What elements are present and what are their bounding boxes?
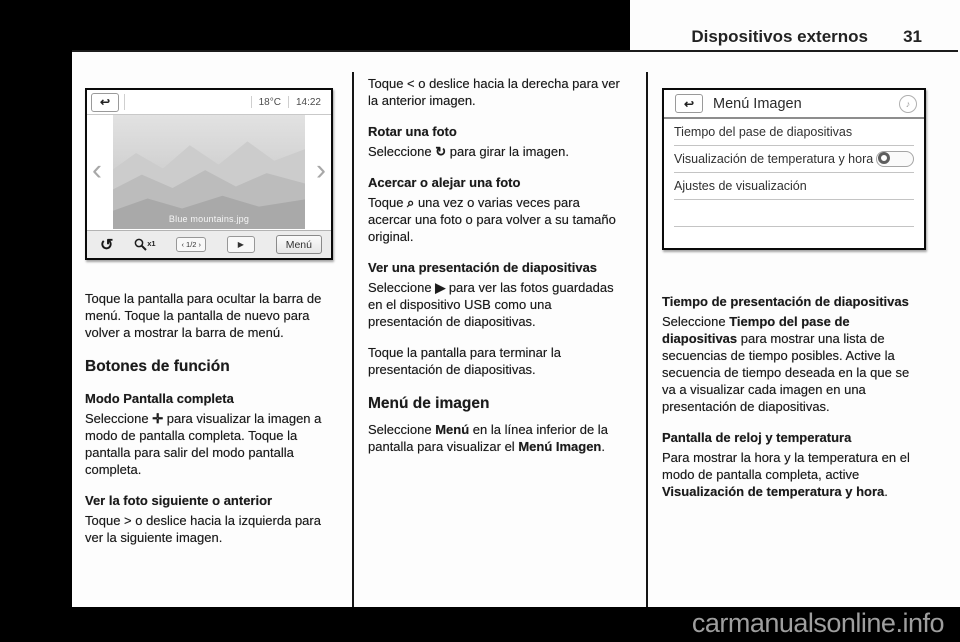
paragraph-image-menu [368, 421, 620, 455]
photo-caption: Blue mountains.jpg [168, 214, 250, 224]
clock-time: 14:22 [295, 96, 321, 108]
photo-viewer-screenshot [85, 88, 333, 260]
temperature-toggle [876, 151, 914, 167]
text-segment: para girar la imagen. [446, 144, 569, 159]
column-divider-2 [646, 72, 648, 607]
back-button [91, 93, 119, 112]
music-note-icon: ♪ [899, 95, 917, 113]
section-heading-function-buttons: Botones de función [85, 358, 230, 375]
sub-heading-clock-temperature: Pantalla de reloj y temperatura [662, 430, 852, 445]
rotate-glyph-icon: ↻ [435, 144, 447, 159]
watermark: carmanualsonline.info [691, 608, 944, 638]
menu-item-empty [674, 200, 914, 227]
magnifier-glyph-icon: ⌕ [407, 195, 415, 210]
photo-area [87, 115, 331, 231]
menu-label-ref: Menú [435, 422, 470, 437]
page-number: 31 [903, 27, 922, 46]
next-chevron-icon: › [316, 153, 326, 187]
paragraph-slideshow [368, 279, 620, 330]
previous-chevron-icon: ‹ [92, 153, 102, 187]
image-menu-screenshot [662, 88, 926, 250]
temperature-display-label-ref: Visualización de temperatura y hora [662, 484, 885, 499]
image-menu-title: Menú Imagen [713, 95, 802, 112]
photo-image [113, 115, 305, 229]
column-3-text [662, 293, 926, 500]
paragraph-zoom [368, 194, 620, 245]
photo-viewer-topbar [87, 90, 331, 115]
text-segment: Para mostrar la hora y la temperatura en el modo de pantalla completa, active [662, 450, 910, 482]
text-segment: . [601, 439, 606, 454]
menu-button: Menú [276, 235, 322, 254]
zoom-level: x1 [147, 239, 156, 248]
column-divider-1 [352, 72, 354, 607]
text-segment: Seleccione [368, 280, 436, 295]
menu-item-empty [674, 227, 914, 253]
slideshow-play-icon: ▶ [227, 236, 255, 253]
paragraph-next-photo: Toque > o deslice hacia la izquierda para ver la siguiente imagen. [85, 513, 321, 545]
image-counter: ‹ 1/2 › [176, 237, 206, 252]
text-segment: una vez o varias veces para acercar una foto o para volver a su tamaño original. [368, 195, 616, 244]
column-2 [368, 75, 620, 469]
fullscreen-icon: ✛ [152, 411, 164, 426]
image-menu-header [664, 90, 924, 119]
back-icon: ↩ [683, 96, 695, 111]
sub-heading-fullscreen: Modo Pantalla completa [85, 391, 234, 406]
zoom-control [134, 238, 155, 251]
slideshow-glyph-icon: ▶ [435, 280, 446, 295]
slideshow-time-label-ref: Tiempo del pase de diapositivas [662, 314, 850, 346]
section-heading-image-menu: Menú de imagen [368, 395, 490, 412]
text-segment: en la línea inferior de la pantalla para visualizar el [368, 422, 608, 454]
sub-heading-slideshow-time: Tiempo de presentación de diapositivas [662, 294, 909, 309]
text-segment: . [884, 484, 888, 499]
sub-heading-slideshow: Ver una presentación de diapositivas [368, 260, 598, 275]
text-segment: Toque [368, 195, 408, 210]
sub-heading-zoom: Acercar o alejar una foto [368, 175, 521, 190]
paragraph-clock-temperature [662, 449, 926, 500]
menu-item-slideshow-time [674, 119, 914, 146]
paragraph-slideshow-end: Toque la pantalla para terminar la presentación de diapositivas. [368, 345, 561, 377]
column-3 [662, 88, 926, 514]
column-1 [85, 88, 333, 560]
menu-item-display-settings [674, 173, 914, 200]
magnifier-icon [134, 238, 147, 251]
rotate-icon: ↺ [100, 236, 114, 254]
paragraph-fullscreen [85, 410, 333, 478]
page-header-title: Dispositivos externos [691, 27, 868, 46]
status-area [244, 96, 331, 108]
sub-heading-rotate: Rotar una foto [368, 124, 457, 139]
text-segment: Seleccione [85, 411, 153, 426]
menu-item-temperature-display [674, 146, 914, 173]
menu-item-label: Tiempo del pase de diapositivas [674, 125, 853, 139]
image-menu-label-ref: Menú Imagen [518, 439, 602, 454]
text-segment: Seleccione [662, 314, 730, 329]
paragraph-hide-menubar: Toque la pantalla para ocultar la barra de menú. Toque la pantalla de nuevo para volver a mostrar la barra de menú. [85, 291, 322, 340]
text-segment: para visualizar la imagen a modo de pantalla completa. Toque la pantalla para salir del modo pantalla completa. [85, 411, 322, 477]
back-icon: ↩ [99, 95, 111, 109]
topbar-separator [124, 94, 125, 110]
scan-shadow [72, 0, 630, 50]
menu-item-label: Ajustes de visualización [674, 179, 807, 193]
paragraph-previous-photo: Toque < o deslice hacia la derecha para ver la anterior imagen. [368, 76, 620, 108]
sub-heading-next-photo: Ver la foto siguiente o anterior [85, 493, 273, 508]
paragraph-slideshow-time [662, 313, 926, 415]
paragraph-rotate [368, 143, 620, 160]
text-segment: para ver las fotos guardadas en el dispositivo USB como una presentación de diapositivas. [368, 280, 614, 329]
column-1-text [85, 290, 333, 546]
back-button [675, 94, 703, 113]
text-segment: Seleccione [368, 422, 436, 437]
photo-viewer-toolbar [87, 230, 331, 258]
header-rule [72, 50, 958, 52]
text-segment: Seleccione [368, 144, 436, 159]
temperature-reading: 18°C [258, 96, 281, 108]
menu-item-label: Visualización de temperatura y hora [674, 152, 874, 166]
text-segment: para mostrar una lista de secuencias de tiempo posibles. Active la secuencia de tiempo deseada en la que se va a visualizar cada imagen en una presentación de diapositivas. [662, 331, 910, 414]
toggle-knob-icon [878, 152, 890, 164]
